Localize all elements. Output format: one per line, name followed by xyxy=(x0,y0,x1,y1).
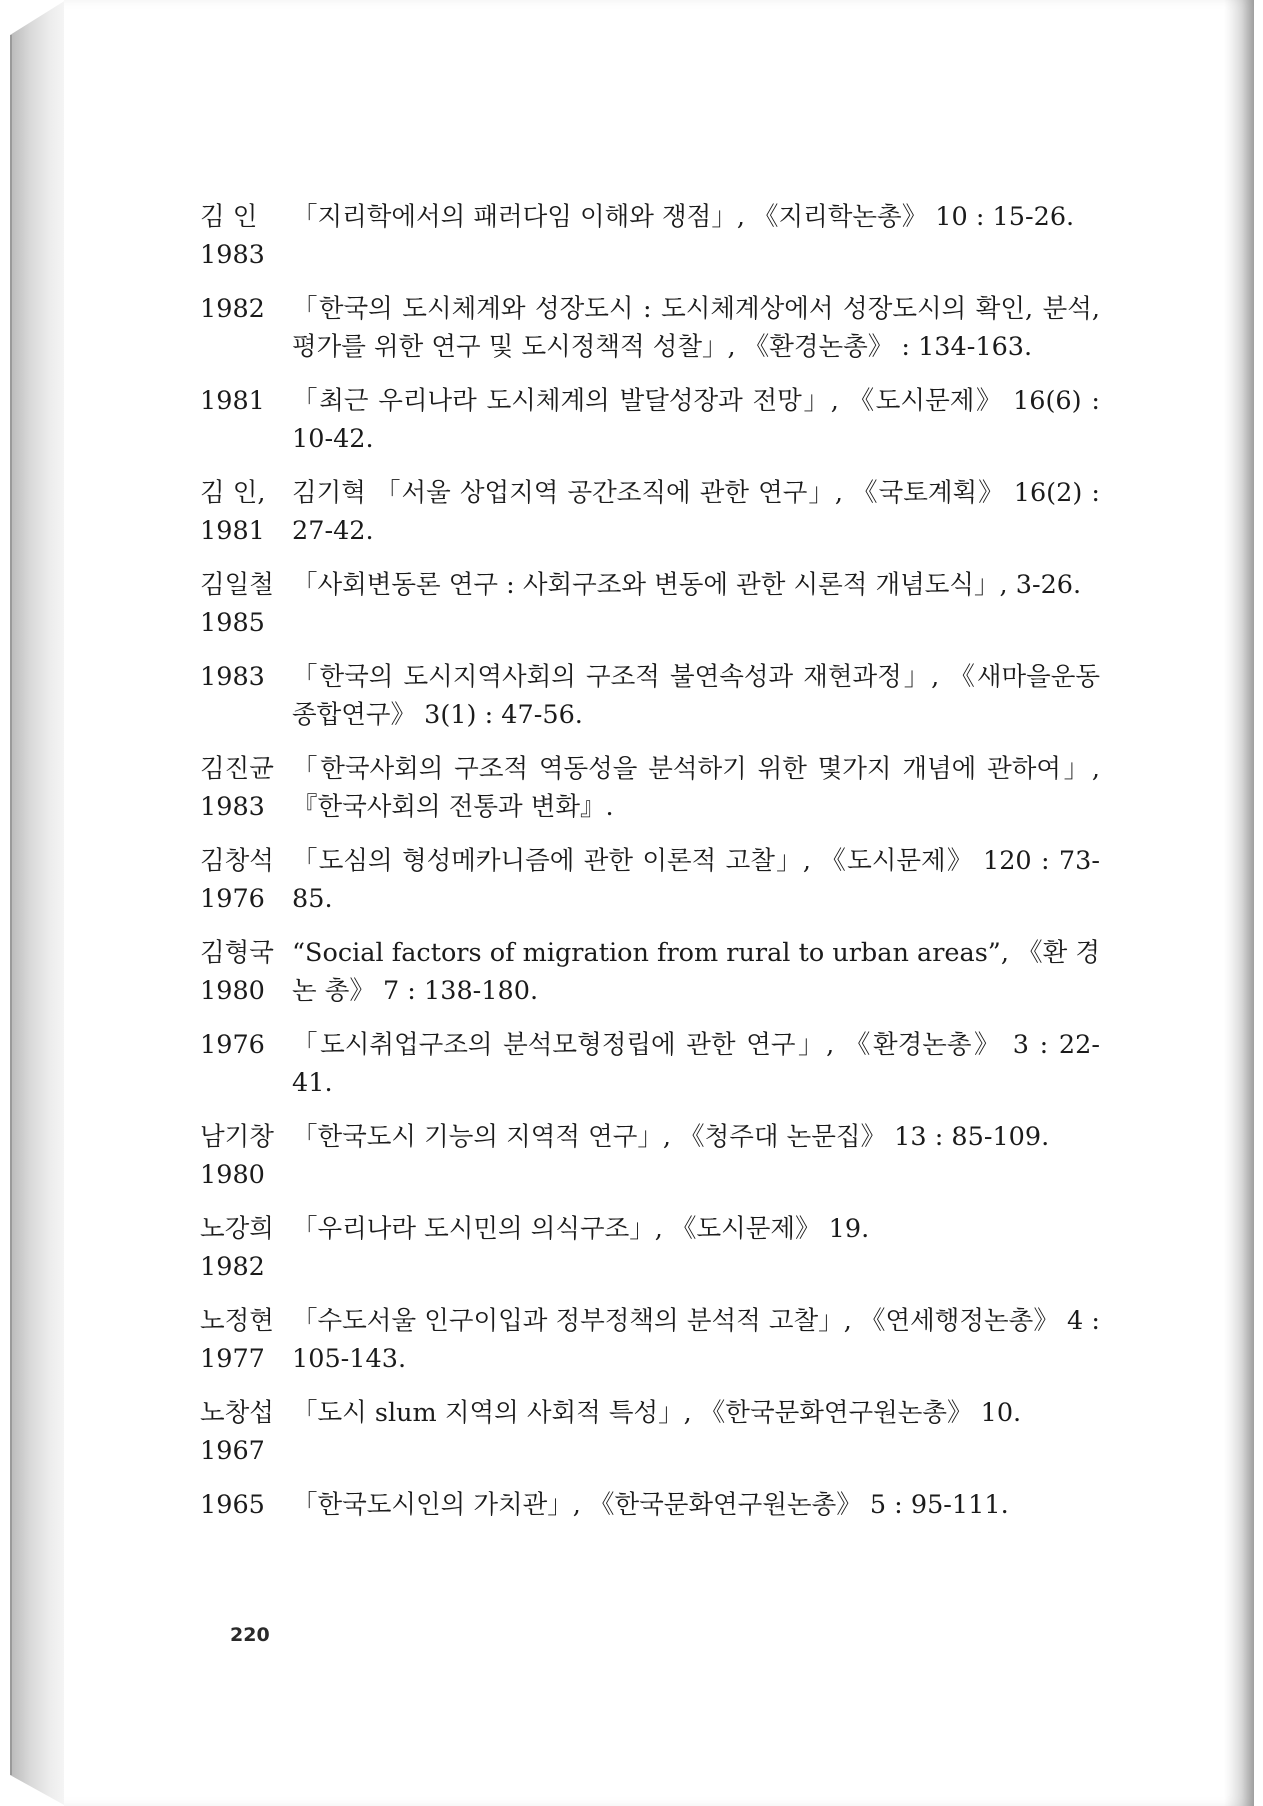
bibliography-entry xyxy=(200,198,1100,274)
bibliography-entry xyxy=(200,1118,1100,1194)
entry-author: 김진균 xyxy=(200,754,274,784)
bibliography-entry xyxy=(200,1486,1100,1524)
entry-citation: 「도시 slum 지역의 사회적 특성」, 《한국문화연구원논총》 10. xyxy=(292,1398,1022,1428)
entry-citation: 「한국의 도시체계와 성장도시 : 도시체계상에서 성장도시의 확인, 분석, 평가를 위한 연구 및 도시정책적 성찰」, 《환경논총》 : 134-163. xyxy=(292,294,1100,362)
entry-citation: 「우리나라 도시민의 의식구조」, 《도시문제》 19. xyxy=(292,1214,870,1244)
entry-citation: 「한국의 도시지역사회의 구조적 불연속성과 재현과정」, 《새마을운동 종합연구》 3(1) : 47-56. xyxy=(292,662,1100,730)
entry-citation: 김기혁 「서울 상업지역 공간조직에 관한 연구」, 《국토계획》 16(2) : 27-42. xyxy=(292,478,1100,546)
entry-year: 1980 xyxy=(200,1160,265,1190)
entry-author: 남기창 xyxy=(200,1122,274,1152)
bibliography-entry xyxy=(200,934,1100,1010)
entry-year: 1981 xyxy=(200,386,265,416)
bibliography-entry xyxy=(200,1302,1100,1378)
bibliography-entry xyxy=(200,1026,1100,1102)
entry-author: 김 인 xyxy=(200,202,258,232)
entry-citation: 「최근 우리나라 도시체계의 발달성장과 전망」, 《도시문제》 16(6) : 10-42. xyxy=(292,386,1100,454)
entry-year: 1982 xyxy=(200,294,265,324)
entry-citation: 「한국도시 기능의 지역적 연구」, 《청주대 논문집》 13 : 85-109. xyxy=(292,1122,1050,1152)
bibliography-entry xyxy=(200,474,1100,550)
entry-citation: 「도심의 형성메카니즘에 관한 이론적 고찰」, 《도시문제》 120 : 73-85. xyxy=(292,846,1100,914)
bibliography-entry xyxy=(200,1210,1100,1286)
entry-citation: 「수도서울 인구이입과 정부정책의 분석적 고찰」, 《연세행정논총》 4 : 105-143. xyxy=(292,1306,1100,1374)
bibliography-list xyxy=(200,198,1100,1540)
entry-year: 1983 xyxy=(200,240,265,270)
bibliography-entry xyxy=(200,382,1100,458)
bibliography-entry xyxy=(200,566,1100,642)
spine-edge xyxy=(10,35,12,1775)
book-spine xyxy=(10,0,66,1806)
bibliography-entry xyxy=(200,658,1100,734)
entry-citation: 「한국사회의 구조적 역동성을 분석하기 위한 몇가지 개념에 관하여」, 『한국사회의 전통과 변화』. xyxy=(292,754,1100,822)
entry-citation: 「한국도시인의 가치관」, 《한국문화연구원논총》 5 : 95-111. xyxy=(292,1490,1009,1520)
entry-author: 김일철 xyxy=(200,570,274,600)
entry-citation: 「사회변동론 연구 : 사회구조와 변동에 관한 시론적 개념도식」, 3-26. xyxy=(292,570,1082,600)
entry-year: 1977 xyxy=(200,1344,265,1374)
entry-author: 김창석 xyxy=(200,846,274,876)
entry-year: 1965 xyxy=(200,1490,265,1520)
page-edge-shadow xyxy=(1224,0,1254,1806)
entry-year: 1981 xyxy=(200,516,265,546)
entry-year: 1985 xyxy=(200,608,265,638)
bibliography-entry xyxy=(200,842,1100,918)
entry-year: 1976 xyxy=(200,884,265,914)
entry-author: 노강희 xyxy=(200,1214,274,1244)
page-number: 220 xyxy=(230,1624,270,1646)
entry-year: 1980 xyxy=(200,976,265,1006)
entry-author: 김형국 xyxy=(200,938,274,968)
entry-citation: “Social factors of migration from rural to urban areas”, 《환 경 논 총》 7 : 138-180. xyxy=(292,938,1100,1006)
entry-year: 1967 xyxy=(200,1436,265,1466)
entry-author: 노창섭 xyxy=(200,1398,274,1428)
entry-author: 김 인, xyxy=(200,478,266,508)
entry-year: 1983 xyxy=(200,792,265,822)
entry-year: 1982 xyxy=(200,1252,265,1282)
bibliography-entry xyxy=(200,750,1100,826)
bibliography-entry xyxy=(200,290,1100,366)
entry-citation: 「도시취업구조의 분석모형정립에 관한 연구」, 《환경논총》 3 : 22-41. xyxy=(292,1030,1100,1098)
entry-citation: 「지리학에서의 패러다임 이해와 쟁점」, 《지리학논총》 10 : 15-26. xyxy=(292,202,1075,232)
entry-author: 노정현 xyxy=(200,1306,274,1336)
bibliography-entry xyxy=(200,1394,1100,1470)
entry-year: 1983 xyxy=(200,662,265,692)
entry-year: 1976 xyxy=(200,1030,265,1060)
